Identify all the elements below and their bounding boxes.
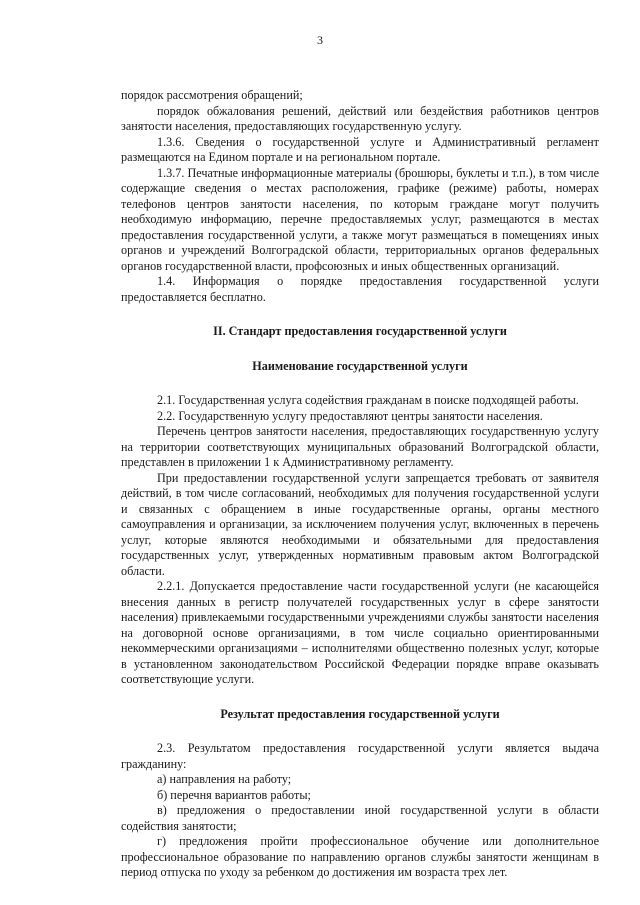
paragraph: г) предложения пройти профессиональное обучение или дополнительное профессиональное образование по направлению органов службы занятости женщинам в период отпуска по уходу за ребенком до достижения им возраста трех лет. bbox=[121, 834, 599, 879]
paragraph: 2.1. Государственная услуга содействия гражданам в поиске подходящей работы. bbox=[157, 393, 579, 407]
page-number: 3 bbox=[317, 33, 323, 47]
paragraph: порядок обжалования решений, действий или бездействия работников центров занятости населения, предоставляющих государственную услугу. bbox=[121, 103, 599, 133]
paragraph: Перечень центров занятости населения, предоставляющих государственную услугу на территории соответствующих муниципальных образований Волгоградской области, представлен в приложении 1 к Административному регламенту. bbox=[121, 424, 599, 469]
paragraph: 1.4. Информация о порядке предоставления государственной услуги предоставляется бесплатно. bbox=[121, 274, 599, 304]
paragraph: 2.2. Государственную услугу предоставляют центры занятости населения. bbox=[157, 408, 543, 423]
document-body bbox=[121, 88, 599, 881]
paragraph: При предоставлении государственной услуги запрещается требовать от заявителя действий, в том числе согласований, необходимых для получения государственной услуги и связанных с обращением в иные государственные органы, органы местного самоуправления и организации, за исключением получения услуг, включенных в перечень услуг, которые являются необходимыми и обязательными для предоставления государственных услуг, утвержденных нормативным правовым актом Волгоградской области. bbox=[121, 470, 599, 578]
paragraph: 1.3.7. Печатные информационные материалы (брошюры, буклеты и т.п.), в том числе содержащие сведения о местах расположения, графике (режиме) работы, номерах телефонов центров занятости населения, по которым граждане могут получить необходимую информацию, перечне предоставляемых услуг, размещаются в местах предоставления государственной услуги, а также могут размещаться в помещениях иных органов и учреждений Волгоградской области, территориальных органов федеральных органов государственной власти, профсоюзных и иных общественных организаций. bbox=[121, 165, 599, 273]
section-heading: II. Стандарт предоставления государственной услуги bbox=[213, 324, 507, 338]
paragraph: порядок рассмотрения обращений; bbox=[121, 88, 303, 102]
paragraph: 1.3.6. Сведения о государственной услуге и Административный регламент размещаются на Едином портале и на региональном портале. bbox=[121, 134, 599, 164]
section-heading: Наименование государственной услуги bbox=[252, 358, 468, 373]
section-spacer bbox=[121, 688, 599, 707]
section-spacer bbox=[121, 374, 599, 393]
paragraph: 2.2.1. Допускается предоставление части государственной услуги (не касающейся внесения данных в регистр получателей государственных услуг в сфере занятости населения) привлекаемыми государственными учреждениями службы занятости населения на договорной основе организациями, в том числе социально ориентированными некоммерческими организациями – исполнителями общественно полезных услуг, которые в установленном законодательством Российской Федерации порядке вправе оказывать соответствующие услуги. bbox=[121, 579, 599, 686]
section-heading: Результат предоставления государственной услуги bbox=[220, 706, 500, 721]
section-spacer bbox=[121, 722, 599, 741]
paragraph: а) направления на работу; bbox=[157, 772, 292, 786]
paragraph: в) предложения о предоставлении иной государственной услуги в области содействия занятости; bbox=[121, 803, 599, 833]
paragraph: 2.3. Результатом предоставления государственной услуги является выдача гражданину: bbox=[121, 741, 599, 771]
section-spacer bbox=[121, 340, 599, 359]
section-spacer bbox=[121, 305, 599, 324]
paragraph: б) перечня вариантов работы; bbox=[157, 787, 311, 802]
